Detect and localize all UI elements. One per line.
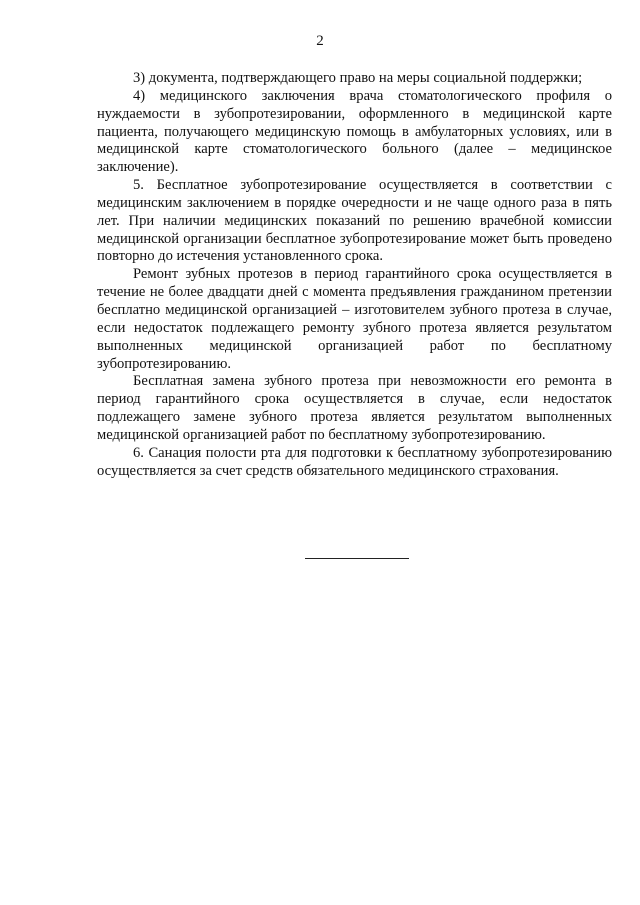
paragraph-section-5: 5. Бесплатное зубопротезирование осуществляется в соответствии с медицинским заключением в порядке очередности и не чаще одного раза в пять лет. При наличии медицинских показаний по решению врачебной комиссии медицинской организации бесплатное зубопротезирование может быть проведено повторно до истечения установленного срока. bbox=[97, 177, 612, 265]
page-number: 2 bbox=[316, 33, 324, 49]
paragraph-prosthesis-replacement: Бесплатная замена зубного протеза при невозможности его ремонта в период гарантийного срока осуществляется в случае, если недостаток подлежащего замене зубного протеза является результатом выполненных медицинской организацией работ по бесплатному зубопротезированию. bbox=[97, 373, 612, 443]
closing-divider-line bbox=[305, 558, 409, 559]
paragraph-prosthesis-repair: Ремонт зубных протезов в период гарантийного срока осуществляется в течение не более двадцати дней с момента предъявления гражданином претензии бесплатно медицинской организацией – изготовителем зубного протеза в случае, если недостаток подлежащего ремонту зубного протеза является результатом выполненных медицинской организацией работ по бесплатному зубопротезированию. bbox=[97, 266, 612, 372]
paragraph-item-3: 3) документа, подтверждающего право на меры социальной поддержки; bbox=[133, 70, 583, 86]
paragraph-item-4: 4) медицинского заключения врача стоматологического профиля о нуждаемости в зубопротезировании, оформленного в медицинской карте пациента, получающего медицинскую помощь в амбулаторных условиях, или в медицинской карте стоматологического больного (далее – медицинское заключение). bbox=[97, 87, 612, 176]
paragraph-section-6: 6. Санация полости рта для подготовки к бесплатному зубопротезированию осуществляется за счет средств обязательного медицинского страхования. bbox=[97, 444, 612, 479]
document-body bbox=[97, 70, 612, 480]
